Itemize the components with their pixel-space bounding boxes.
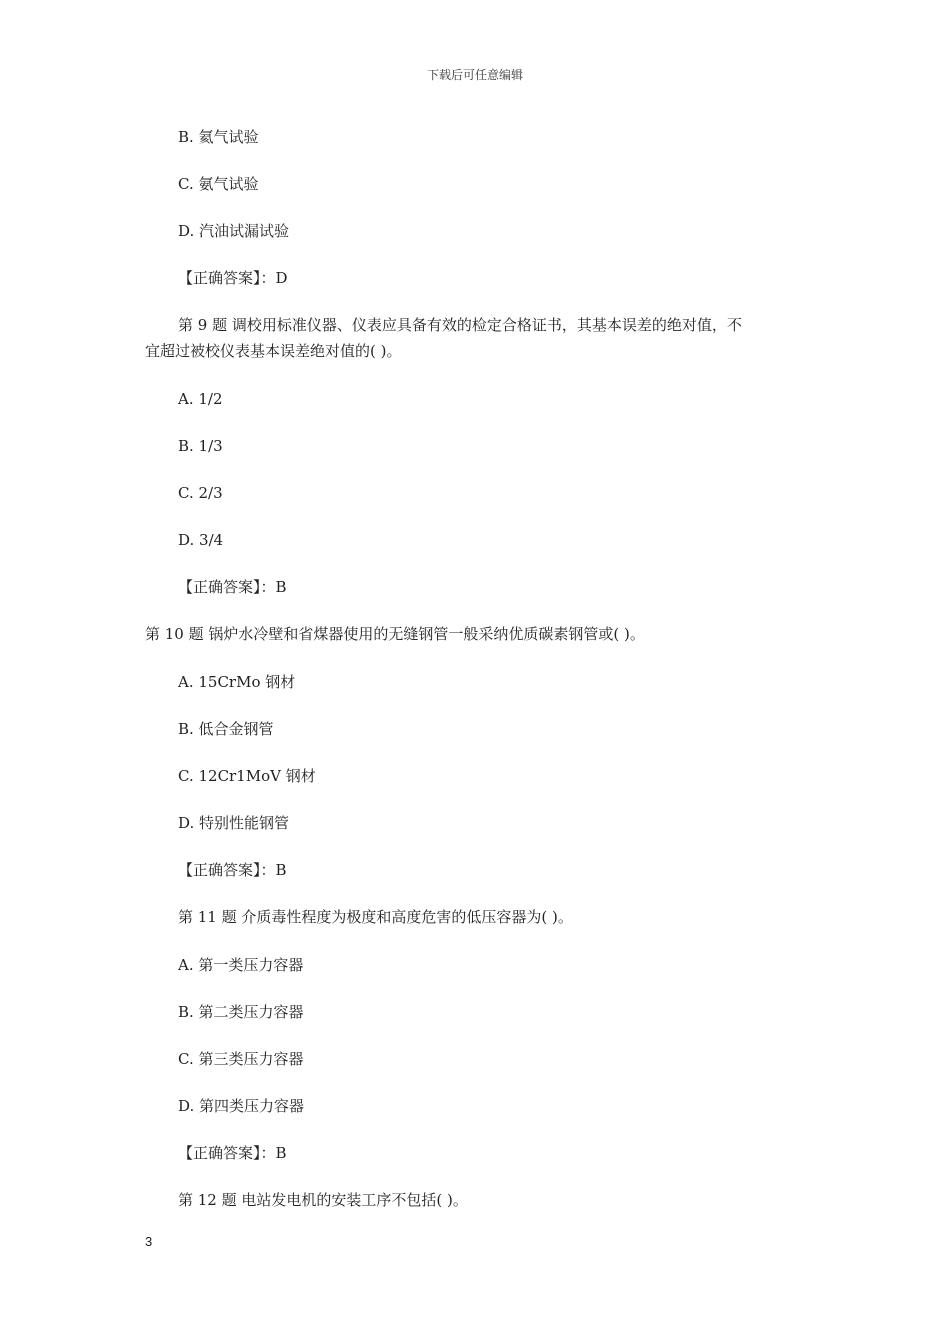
option-a-line: A. 第一类压力容器 [178,956,304,974]
question-10-line: 第 10 题 锅炉水冷壁和省煤器使用的无缝钢管一般采纳优质碳素钢管或( )。 [145,625,645,643]
question-9-line-1: 第 9 题 调校用标准仪器、仪表应具备有效的检定合格证书，其基本误差的绝对值，不 [178,316,742,334]
option-d-line: D. 汽油试漏试验 [178,222,290,240]
option-b-line: B. 氦气试验 [178,128,259,146]
answer-line: 【正确答案】：B [178,861,287,879]
answer-line: 【正确答案】：B [178,578,287,596]
option-c-line: C. 第三类压力容器 [178,1050,304,1068]
question-12-line: 第 12 题 电站发电机的安装工序不包括( )。 [178,1191,468,1209]
option-d-line: D. 第四类压力容器 [178,1097,305,1115]
page-number: 3 [145,1234,153,1249]
option-c-line: C. 2/3 [178,484,223,502]
option-b-line: B. 第二类压力容器 [178,1003,304,1021]
option-b-line: B. 低合金钢管 [178,720,274,738]
option-a-line: A. 1/2 [178,390,223,408]
option-c-line: C. 氨气试验 [178,175,259,193]
option-b-line: B. 1/3 [178,437,223,455]
question-11-line: 第 11 题 介质毒性程度为极度和高度危害的低压容器为( )。 [178,908,573,926]
option-c-line: C. 12Cr1MoV 钢材 [178,767,316,785]
answer-line: 【正确答案】：B [178,1144,287,1162]
option-d-line: D. 特别性能钢管 [178,814,290,832]
page-header: 下载后可任意编辑 [426,68,523,82]
answer-line: 【正确答案】：D [178,269,288,287]
option-a-line: A. 15CrMo 钢材 [178,673,296,691]
option-d-line: D. 3/4 [178,531,224,549]
question-9-line-2: 宜超过被校仪表基本误差绝对值的( )。 [145,342,402,360]
